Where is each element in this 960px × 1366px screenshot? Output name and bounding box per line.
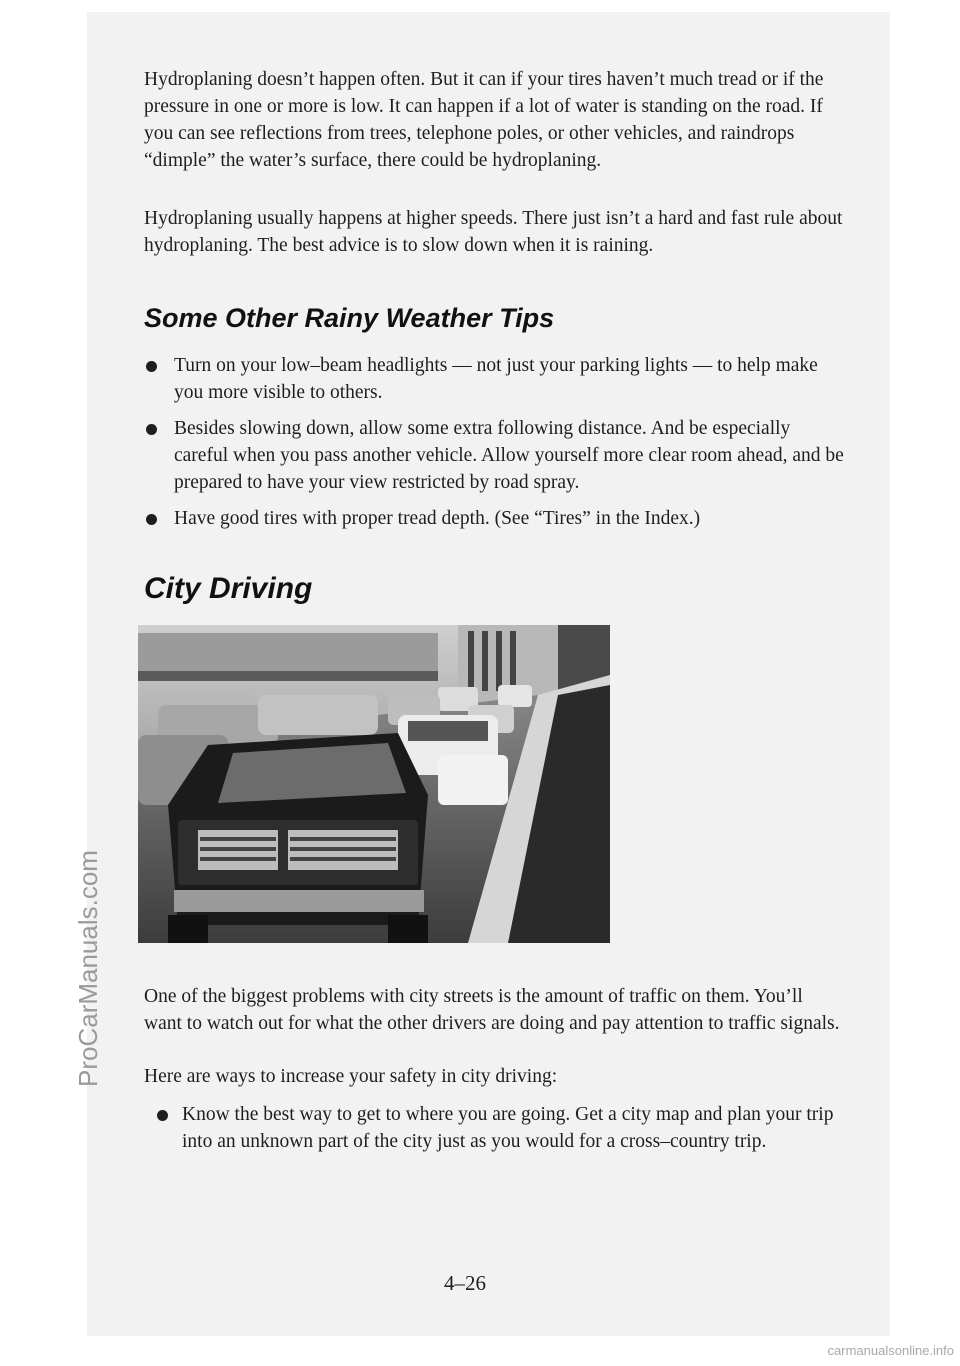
city-tips-list bbox=[156, 1101, 846, 1155]
side-watermark: ProCarManuals.com bbox=[73, 850, 103, 1087]
list-item: Have good tires with proper tread depth. (See “Tires” in the Index.) bbox=[144, 505, 844, 532]
traffic-illustration bbox=[138, 625, 610, 943]
paragraph-hydroplaning-1: Hydroplaning doesn’t happen often. But it can if your tires haven’t much tread or if the pressure in one or more is low. It can happen if a lot of water is standing on the road. If you can see reflections from trees, telephone poles, or other vehicles, and raindrops “dimple” the water’s surface, there could be hydroplaning. bbox=[144, 69, 824, 171]
rainy-tips-list bbox=[144, 352, 844, 541]
city-traffic-photo bbox=[138, 625, 610, 943]
list-item: Besides slowing down, allow some extra following distance. And be especially careful when you pass another vehicle. Allow yourself more clear room ahead, and be prepared to have your view restricted by road spray. bbox=[144, 415, 844, 496]
paragraph-city-1: One of the biggest problems with city streets is the amount of traffic on them. You’ll want to watch out for what the other drivers are doing and pay attention to traffic signals. bbox=[144, 986, 840, 1034]
paragraph-hydroplaning-2: Hydroplaning usually happens at higher speeds. There just isn’t a hard and fast rule about hydroplaning. The best advice is to slow down when it is raining. bbox=[144, 208, 843, 256]
list-item: Know the best way to get to where you are going. Get a city map and plan your trip into an unknown part of the city just as you would for a cross–country trip. bbox=[156, 1101, 846, 1155]
bottom-watermark: carmanualsonline.info bbox=[827, 1343, 954, 1358]
page-number: 4–26 bbox=[444, 1271, 486, 1295]
heading-city-driving: City Driving bbox=[144, 572, 313, 605]
paragraph-city-2: Here are ways to increase your safety in city driving: bbox=[144, 1066, 558, 1087]
heading-rainy-weather-tips: Some Other Rainy Weather Tips bbox=[144, 303, 555, 333]
list-item: Turn on your low–beam headlights — not just your parking lights — to help make you more visible to others. bbox=[144, 352, 844, 406]
